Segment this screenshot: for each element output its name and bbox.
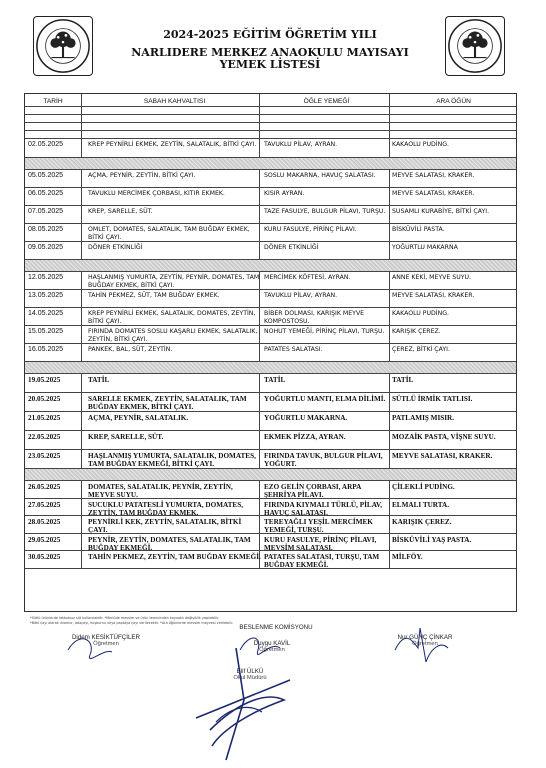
- menu-row: [25, 551, 516, 569]
- date-cell: 23.05.2025: [28, 452, 61, 460]
- column-divider: [389, 188, 390, 205]
- menu-row: [25, 393, 516, 412]
- lunch-cell: EKMEK PİZZA, AYRAN.: [264, 433, 346, 441]
- column-divider: [259, 131, 260, 138]
- menu-row: [25, 326, 516, 344]
- column-header: TARİH: [43, 98, 63, 105]
- menu-row: [25, 308, 516, 326]
- lunch-cell: SOSLU MAKARNA, HAVUÇ SALATASI.: [264, 172, 376, 179]
- menu-row: [25, 224, 516, 242]
- lunch-cell: TEREYAĞLI YEŞİL MERCİMEK YEMEĞİ, TURŞU.: [264, 518, 373, 534]
- breakfast-cell: DÖNER ETKİNLİĞİ: [88, 244, 143, 251]
- date-cell: 08.05.2025: [28, 226, 64, 233]
- menu-table: [24, 93, 517, 612]
- column-divider: [389, 534, 390, 551]
- column-divider: [389, 107, 390, 114]
- column-divider: [81, 94, 82, 106]
- breakfast-cell: OMLET, DOMATES, SALATALIK, TAM BUĞDAY EKMEK, BİTKİ ÇAYI.: [88, 226, 250, 241]
- column-divider: [81, 290, 82, 307]
- menu-row: [25, 139, 516, 158]
- school-logo-right: [445, 16, 505, 76]
- column-divider: [81, 115, 82, 122]
- date-cell: 27.05.2025: [28, 500, 61, 509]
- lunch-cell: NOHUT YEMEĞİ, PİRİNÇ PİLAVI, TURŞU.: [264, 328, 385, 335]
- column-divider: [81, 516, 82, 533]
- column-divider: [81, 272, 82, 289]
- snack-cell: ELMALI TURTA.: [392, 500, 449, 509]
- signature-bottom: [200, 668, 300, 681]
- menu-row: [25, 206, 516, 224]
- menu-row: [25, 374, 516, 393]
- lunch-cell: MERCİMEK KÖFTESİ, AYRAN.: [264, 274, 351, 281]
- snack-cell: ANNE KEKİ, MEYVE SUYU.: [392, 274, 472, 281]
- snack-cell: SÜTLÜ İRMİK TATLISI.: [392, 395, 473, 403]
- breakfast-cell: SARELLE EKMEK, ZEYTİN, SALATALIK, TAM BUĞDAY EKMEK, BİTKİ ÇAYI.: [88, 395, 247, 411]
- column-divider: [389, 481, 390, 498]
- column-header: SABAH KAHVALTISI: [143, 98, 206, 105]
- column-divider: [389, 139, 390, 157]
- column-divider: [81, 374, 82, 392]
- snack-cell: MEYVE SALATASI, KRAKER.: [392, 190, 475, 197]
- column-divider: [259, 115, 260, 122]
- column-divider: [81, 551, 82, 568]
- signatory-name: Nur GÜNÇ ÇİNKAR: [397, 634, 453, 641]
- signatory-name: Duygu KAVİL: [253, 640, 291, 647]
- menu-row: [25, 344, 516, 362]
- column-divider: [389, 170, 390, 187]
- column-divider: [259, 107, 260, 114]
- lunch-cell: EZO GELİN ÇORBASI, ARPA ŞEHRİYA PİLAVI.: [264, 483, 361, 499]
- column-divider: [389, 272, 390, 289]
- blank-row: [25, 123, 516, 131]
- date-cell: 26.05.2025: [28, 483, 61, 491]
- column-divider: [389, 206, 390, 223]
- snack-cell: BİSKÜVİLİ PASTA.: [392, 226, 445, 233]
- menu-row: [25, 170, 516, 188]
- column-divider: [81, 326, 82, 343]
- menu-row: [25, 481, 516, 499]
- lunch-cell: YOĞURTLU MAKARNA.: [264, 414, 348, 422]
- breakfast-cell: HAŞLANMIŞ YUMURTA, SALATALIK, DOMATES, TAM BUĞDAY EKMEĞİ, BİTKİ ÇAYI.: [88, 452, 256, 468]
- table-header-row: [25, 94, 516, 107]
- week-separator: [25, 158, 516, 170]
- date-cell: 02.05.2025: [28, 141, 64, 148]
- snack-cell: MEYVE SALATASI, KRAKER.: [392, 452, 493, 460]
- breakfast-cell: KREP PEYNİRLİ EKMEK, ZEYTİN, SALATALIK, BİTKİ ÇAYI.: [88, 141, 257, 148]
- week-separator: [25, 362, 516, 374]
- snack-cell: SUSAMLI KURABİYE, BİTKİ ÇAYI.: [392, 208, 490, 215]
- column-divider: [81, 139, 82, 157]
- menu-row: [25, 188, 516, 206]
- snack-cell: KARIŞIK ÇEREZ.: [392, 518, 452, 526]
- lunch-cell: FIRINDA KIYMALI TÜRLÜ, PİLAV, HAVUÇ SALATASI.: [264, 500, 383, 517]
- menu-row: [25, 450, 516, 469]
- snack-cell: MEYVE SALATASI, KRAKER.: [392, 172, 475, 179]
- column-divider: [389, 290, 390, 307]
- snack-cell: KAKAOLU PUDİNG.: [392, 141, 449, 148]
- menu-row: [25, 499, 516, 517]
- date-cell: 07.05.2025: [28, 208, 64, 215]
- column-divider: [389, 393, 390, 411]
- lunch-cell: KURU FASULYE, PİRİNÇ PİLAVI.: [264, 226, 357, 233]
- breakfast-cell: DOMATES, SALATALIK, PEYNİR, ZEYTİN, MEYVE SUYU.: [88, 483, 233, 499]
- snack-cell: ÇİLEKLİ PUDİNG.: [392, 483, 455, 491]
- column-divider: [81, 393, 82, 411]
- snack-cell: ÇEREZ, BİTKİ ÇAYI.: [392, 346, 450, 353]
- breakfast-cell: TATİL: [88, 376, 110, 384]
- column-divider: [81, 224, 82, 241]
- column-header: ÖĞLE YEMEĞİ: [303, 98, 350, 105]
- breakfast-cell: FIRINDA DOMATES SOSLU KAŞARLI EKMEK, SALATALIK, ZEYTİN, BİTKİ ÇAYI.: [88, 328, 258, 343]
- breakfast-cell: HAŞLANMIŞ YUMURTA, ZEYTİN, PEYNİR, DOMATES, TAM BUĞDAY EKMEK, BİTKİ ÇAYI.: [88, 274, 260, 289]
- column-divider: [389, 499, 390, 516]
- snack-cell: KARIŞIK ÇEREZ.: [392, 328, 441, 335]
- column-divider: [81, 242, 82, 259]
- footnote: *Sütlü ürünlerde laktozsuz süt kullanılabilir. *Menüde mevsim ve ürün temininden kaynaklı değişiklik yapılabilir.: [30, 616, 220, 620]
- signatory-role: Öğretmen: [93, 641, 119, 647]
- column-divider: [259, 123, 260, 130]
- date-cell: 28.05.2025: [28, 518, 61, 526]
- column-divider: [81, 481, 82, 498]
- breakfast-cell: AÇMA, PEYNİR, SALATALIK.: [88, 414, 189, 422]
- column-divider: [81, 206, 82, 223]
- date-cell: 09.05.2025: [28, 244, 64, 251]
- date-cell: 06.05.2025: [28, 190, 64, 197]
- menu-title: YEMEK LİSTESİ: [219, 58, 321, 71]
- column-divider: [389, 115, 390, 122]
- column-divider: [81, 170, 82, 187]
- date-cell: 21.05.2025: [28, 414, 61, 422]
- footnote: *Bitki çayı olarak ıhlamur, adaçayı, kuşburnu veya papatya çayı verilecektir. *Ara öğünlerde mevsim meyvesi verilebilir.: [30, 620, 234, 625]
- column-divider: [81, 534, 82, 551]
- column-divider: [389, 123, 390, 130]
- lunch-cell: PATATES SALATASI.: [264, 346, 323, 353]
- column-divider: [389, 94, 390, 106]
- snack-cell: TATİL: [392, 376, 414, 384]
- column-divider: [389, 131, 390, 138]
- column-divider: [389, 551, 390, 568]
- snack-cell: YOĞURTLU MAKARNA: [392, 244, 458, 251]
- snack-cell: MİLFÖY.: [392, 553, 423, 561]
- menu-row: [25, 431, 516, 450]
- lunch-cell: TAVUKLU PİLAV, AYRAN.: [264, 292, 338, 299]
- column-divider: [81, 308, 82, 325]
- snack-cell: KAKAOLU PUDİNG.: [392, 310, 449, 317]
- signature-right: [370, 634, 480, 647]
- breakfast-cell: SUCUKLU PATATESLİ YUMURTA, DOMATES, ZEYTİN, TAM BUĞDAY EKMEK.: [88, 500, 244, 517]
- lunch-cell: FIRINDA TAVUK, BULGUR PİLAVI, YOĞURT.: [264, 452, 383, 468]
- menu-row: [25, 534, 516, 552]
- column-divider: [81, 188, 82, 205]
- signatory-role: Öğretmen: [412, 641, 438, 647]
- commission-label: [226, 624, 326, 631]
- column-divider: [81, 107, 82, 114]
- signatory-name: Elif ÜLKÜ: [236, 668, 264, 675]
- column-divider: [389, 224, 390, 241]
- column-divider: [389, 326, 390, 343]
- lunch-cell: TAZE FASULYE, BULGUR PİLAVI, TURŞU.: [264, 208, 386, 215]
- signature-center: [222, 640, 322, 653]
- date-cell: 13.05.2025: [28, 292, 64, 299]
- date-cell: 30.05.2025: [28, 553, 61, 561]
- snack-cell: MOZAİK PASTA, VİŞNE SUYU.: [392, 433, 496, 441]
- academic-year-title: 2024-2025 EĞİTİM ÖĞRETİM YILI: [163, 28, 377, 41]
- breakfast-cell: KREP, SARELLE, SÜT.: [88, 208, 153, 215]
- date-cell: 29.05.2025: [28, 535, 61, 544]
- breakfast-cell: AÇMA, PEYNİR, ZEYTİN, BİTKİ ÇAYI.: [88, 172, 196, 179]
- lunch-cell: KISIR AYRAN.: [264, 190, 305, 197]
- lunch-cell: PATATES SALATASI, TURŞU, TAM BUĞDAY EKMEĞİ.: [264, 553, 380, 569]
- column-divider: [81, 431, 82, 449]
- column-divider: [389, 516, 390, 533]
- column-divider: [389, 344, 390, 361]
- commission-title: BESLENME KOMİSYONU: [239, 624, 313, 631]
- breakfast-cell: KREP, SARELLE, SÜT.: [88, 433, 164, 441]
- date-cell: 16.05.2025: [28, 346, 64, 353]
- column-divider: [81, 123, 82, 130]
- lunch-cell: YOĞURTLU MANTI, ELMA DİLİMİ.: [264, 395, 386, 403]
- column-divider: [81, 344, 82, 361]
- column-divider: [389, 431, 390, 449]
- column-divider: [389, 412, 390, 430]
- school-logo-left: [33, 16, 93, 76]
- menu-row: [25, 272, 516, 290]
- breakfast-cell: TAHİN PEKMEZ, SÜT, TAM BUĞDAY EKMEK.: [88, 292, 220, 299]
- signatory-role: Öğretmen: [259, 647, 285, 653]
- date-cell: 15.05.2025: [28, 328, 64, 335]
- week-separator: [25, 260, 516, 272]
- breakfast-cell: PEYNİR, ZEYTİN, DOMATES, SALATALIK, TAM BUĞDAY EKMEĞİ.: [88, 535, 251, 552]
- snack-cell: BİSKÜVİLİ YAŞ PASTA.: [392, 535, 472, 544]
- school-name-title: NARLIDERE MERKEZ ANAOKULU MAYISAYI: [131, 46, 409, 59]
- breakfast-cell: PEYNİRLİ KEK, ZEYTİN, SALATALIK, BİTKİ ÇAYI.: [88, 518, 242, 534]
- menu-row: [25, 412, 516, 431]
- menu-row: [25, 290, 516, 308]
- breakfast-cell: TAVUKLU MERCİMEK ÇORBASI, KITIR EKMEK.: [88, 190, 225, 197]
- signatory-name: Didem KESİKTÜFÇİLER: [71, 634, 141, 641]
- column-header: ARA ÖĞÜN: [436, 98, 471, 105]
- signatory-role: Okul Müdürü: [233, 675, 267, 681]
- date-cell: 14.05.2025: [28, 310, 64, 317]
- column-divider: [81, 131, 82, 138]
- column-divider: [389, 374, 390, 392]
- menu-row: [25, 516, 516, 534]
- breakfast-cell: PANKEK, BAL, SÜT, ZEYTİN.: [88, 346, 173, 353]
- column-divider: [389, 308, 390, 325]
- column-divider: [389, 242, 390, 259]
- column-divider: [81, 450, 82, 468]
- breakfast-cell: TAHİN PEKMEZ, ZEYTİN, TAM BUĞDAY EKMEĞİ.: [88, 553, 261, 561]
- blank-row: [25, 115, 516, 123]
- lunch-cell: TATİL: [264, 376, 286, 384]
- breakfast-cell: KREP PEYNİRLİ EKMEK, SALATALIK, DOMATES, ZEYTİN, BİTKİ ÇAYI.: [88, 310, 256, 325]
- date-cell: 19.05.2025: [28, 376, 61, 384]
- menu-row: [25, 242, 516, 260]
- date-cell: 12.05.2025: [28, 274, 64, 281]
- lunch-cell: KURU FASULYE, PİRİNÇ PİLAVI, MEVSİM SALATASI.: [264, 535, 377, 552]
- column-divider: [81, 499, 82, 516]
- lunch-cell: TAVUKLU PİLAV, AYRAN.: [264, 141, 338, 148]
- signature-left: [56, 634, 156, 647]
- date-cell: 05.05.2025: [28, 172, 64, 179]
- lunch-cell: BİBER DOLMASI, KARIŞIK MEYVE KOMPOSTOSU.: [264, 310, 365, 325]
- snack-cell: MEYVE SALATASI, KRAKER.: [392, 292, 475, 299]
- date-cell: 22.05.2025: [28, 433, 61, 441]
- week-separator: [25, 469, 516, 481]
- date-cell: 20.05.2025: [28, 395, 61, 403]
- column-divider: [389, 450, 390, 468]
- column-divider: [81, 412, 82, 430]
- lunch-cell: DÖNER ETKİNLİĞİ: [264, 244, 319, 251]
- blank-row: [25, 107, 516, 115]
- snack-cell: PATLAMIŞ MISIR.: [392, 414, 455, 422]
- blank-row: [25, 131, 516, 139]
